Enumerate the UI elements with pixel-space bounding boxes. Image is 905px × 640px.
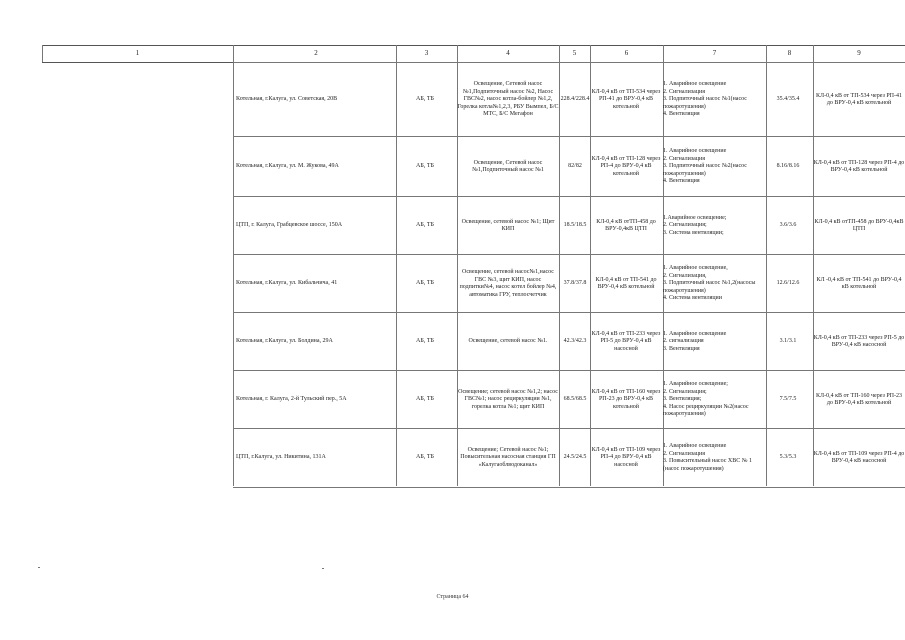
table-row xyxy=(233,136,905,197)
measure-line: 3. Подпиточный насос №1,2(насосы пожаротушения) xyxy=(663,280,756,294)
measure-line: 4. Насос рециркуляции №2(насос пожаротушения) xyxy=(663,403,749,418)
emergency-power-value: 8.16/8.16 xyxy=(776,163,800,170)
emergency-power-value: 3.1/3.1 xyxy=(779,338,797,345)
equipment-list: Освещение, Сетевой насос №1,Подпиточный насос №1 xyxy=(472,159,544,173)
reserve-supply-line: КЛ-0,4 кВ отТП-458 до ВРУ-0,4кВ ЦТП xyxy=(814,218,904,232)
reliability-category: АБ, ТБ xyxy=(416,222,434,229)
page-number: Страница 64 xyxy=(436,594,469,600)
column-number-3: 3 xyxy=(424,49,429,57)
reserve-supply-line: КЛ-0,4 кВ от ТП-534 через РП-41 до ВРУ-0,4 кВ котельной xyxy=(816,92,902,106)
equipment-list: Освещение, Сетевой насос №1,Подпиточный насос №2, Насос ГВС№2, насос котла-бойлер №1,2, Горелка котла№1,2,3, РБУ Вымпел, Б/С МТС, Б/С Мегафон xyxy=(457,81,559,118)
object-address: Котельная, г.Калуга, ул. Советская, 20В xyxy=(236,96,338,103)
table-row xyxy=(233,196,905,255)
measure-line: 4. Вентиляция xyxy=(663,111,700,118)
column-number-7: 7 xyxy=(712,49,717,57)
emergency-measures xyxy=(663,63,763,137)
measure-line: 3. Система вентиляции; xyxy=(663,229,724,236)
equipment-list: Освещение, сетевой насос №1. xyxy=(468,338,548,345)
reserve-supply-line: КЛ-0,4 кВ от ТП-128 через РП-4 до ВРУ-0,4 кВ котельной xyxy=(813,159,905,173)
emergency-power-value: 12.6/12.6 xyxy=(776,280,800,287)
reserve-supply-line: КЛ-0,4 кВ от ТП-160 через РП-23 до ВРУ-0,4 кВ котельной xyxy=(816,392,902,406)
object-address: Котельная, г. Калуга, 2-й Тульский пер., 5А xyxy=(236,396,347,403)
power-value: 228.4/228.4 xyxy=(560,96,590,103)
object-address: Котельная, г.Калуга, ул. Кибальчича, 41 xyxy=(236,280,338,287)
measure-line: 2. Сигнализация xyxy=(663,450,706,457)
measure-line: 1. Аварийное освещение xyxy=(663,81,727,88)
reliability-category: АБ, ТБ xyxy=(416,338,434,345)
measure-line: 1. Аварийное освещение xyxy=(663,443,727,449)
equipment-list: Освещение; сетевой насос №1,2; насос ГВС№1; насос рециркуляции №1, горелка котла №1; щит КИП xyxy=(458,388,558,410)
power-value: 18.5/18.5 xyxy=(563,222,587,229)
object-address: Котельная, г.Калуга, ул. Болдина, 29А xyxy=(236,338,333,345)
supply-line: КЛ-0,4 кВ от ТП-534 через РП-41 до ВРУ-0,4 кВ котельной xyxy=(591,88,661,110)
measure-line: 1. Аварийное освещение; xyxy=(663,381,728,388)
column-number-6: 6 xyxy=(624,49,629,57)
table-row xyxy=(233,370,905,429)
measure-line: 4. Система вентиляции xyxy=(663,295,722,302)
emergency-measures xyxy=(663,197,763,255)
measure-line: 2. Сигнализация; xyxy=(663,388,707,395)
supply-line: КЛ-0,4 кВ отТП-458 до ВРУ-0,4кВ ЦТП xyxy=(596,218,656,232)
column-number-8: 8 xyxy=(787,49,792,57)
emergency-power-value: 3.6/3.6 xyxy=(779,222,797,229)
column-number-2: 2 xyxy=(314,49,318,57)
table-row xyxy=(233,62,905,137)
measure-line: 2. Сигнализация xyxy=(663,155,706,162)
measure-line: 1. Аварийное освещение, xyxy=(663,265,728,272)
object-address: ЦТП, г. Калуга, Грабцевское шоссе, 150А xyxy=(236,222,343,229)
supply-line: КЛ-0,4 кВ от ТП-541 до ВРУ-0,4 кВ котельной xyxy=(595,276,657,290)
supply-line: КЛ-0,4 кВ от ТП-160 через РП-23 до ВРУ-0,4 кВ котельной xyxy=(591,388,661,410)
equipment-list: Освещение; Сетевой насос №1; Повысительная насосная станция ГП «Калугаоблводоканал» xyxy=(460,446,556,468)
power-value: 37.8/37.8 xyxy=(563,280,587,287)
reliability-category: АБ, ТБ xyxy=(416,454,434,461)
reliability-category: АБ, ТБ xyxy=(416,280,434,287)
supply-line: КЛ-0,4 кВ от ТП-128 через РП-4 до ВРУ-0,4 кВ котельной xyxy=(591,155,661,177)
measure-line: 3. Подпиточный насос №2(насос пожаротушения) xyxy=(663,163,747,177)
column-number-1: 1 xyxy=(135,49,140,57)
measure-line: 2. Сигнализация; xyxy=(663,222,707,229)
emergency-measures xyxy=(663,313,763,371)
reserve-supply-line: КЛ-0,4 кВ от ТП-233 через РП-5 до ВРУ-0,4 кВ насосной xyxy=(813,334,905,348)
table-row xyxy=(233,312,905,371)
reliability-category: АБ, ТБ xyxy=(416,96,434,103)
measure-line: 1.Аварийное освещение; xyxy=(663,214,727,221)
measure-line: 2. сигнализация xyxy=(663,338,704,345)
equipment-list: Освещение, сетевой насос №1; Щит КИП xyxy=(461,218,555,232)
supply-line: КЛ-0,4 кВ от ТП-109 через РП-4 до ВРУ-0,4 кВ насосной xyxy=(591,446,661,468)
supply-line: КЛ-0,4 кВ от ТП-233 через РП-5 до ВРУ-0,4 кВ насосной xyxy=(591,330,661,352)
measure-line: 3. Подпиточный насос №1(насос пожаротушения) xyxy=(663,96,747,110)
emergency-measures xyxy=(663,137,763,197)
measure-line: 3. Вентиляция xyxy=(663,345,700,352)
column-number-4: 4 xyxy=(506,49,510,57)
reserve-supply-line: КЛ -0,4 кВ от ТП-541 до ВРУ-0,4 кВ котельной xyxy=(816,276,902,290)
reserve-supply-line: КЛ-0,4 кВ от ТП-109 через РП-4 до ВРУ-0,4 кВ насосной xyxy=(813,450,905,464)
power-value: 42.3/42.3 xyxy=(563,338,587,345)
power-value: 82/82 xyxy=(568,163,582,170)
measure-line: 1. Аварийное освещение xyxy=(663,330,727,337)
emergency-power-value: 35.4/35.4 xyxy=(776,96,800,103)
measure-line: 4. Вентиляция xyxy=(663,178,700,185)
measure-line: 1. Аварийное освещение xyxy=(663,148,727,155)
emergency-power-value: 7.5/7.5 xyxy=(779,396,797,403)
measure-line: 3. Вентиляция; xyxy=(663,396,702,403)
power-value: 24.5/24.5 xyxy=(563,454,587,461)
measure-line: 2. Сигнализация xyxy=(663,88,706,95)
reliability-category: АБ, ТБ xyxy=(416,396,434,403)
power-value: 68.5/68.5 xyxy=(563,396,587,403)
equipment-list: Освещение, сетевой насос№1,насос ГВС №3, щит КИП, насос подпитки№4, насос котел бойлер №4, автоматика ГРУ, теплосчетчик xyxy=(459,269,557,298)
emergency-measures xyxy=(663,255,763,313)
emergency-power-value: 5.3/5.3 xyxy=(779,454,797,461)
scan-speck xyxy=(322,568,324,569)
table-row xyxy=(233,254,905,313)
measure-line: 2. Сигнализация, xyxy=(663,272,707,279)
column-number-9: 9 xyxy=(857,49,861,57)
table-row xyxy=(233,428,905,488)
object-address: Котельная, г.Калуга, ул. М. Жукова, 49А xyxy=(236,163,339,170)
scan-speck xyxy=(38,567,40,568)
emergency-measures xyxy=(663,429,763,487)
reliability-category: АБ, ТБ xyxy=(416,163,434,170)
object-address: ЦТП, г.Калуга, ул. Никитина, 131А xyxy=(236,454,326,461)
grid-line xyxy=(42,45,43,62)
column-number-5: 5 xyxy=(572,49,577,57)
measure-line: 3. Повысительный насос ХВС № 1 (насос пожаротушения) xyxy=(663,458,752,472)
emergency-measures xyxy=(663,371,763,429)
header-top-border xyxy=(42,45,905,46)
